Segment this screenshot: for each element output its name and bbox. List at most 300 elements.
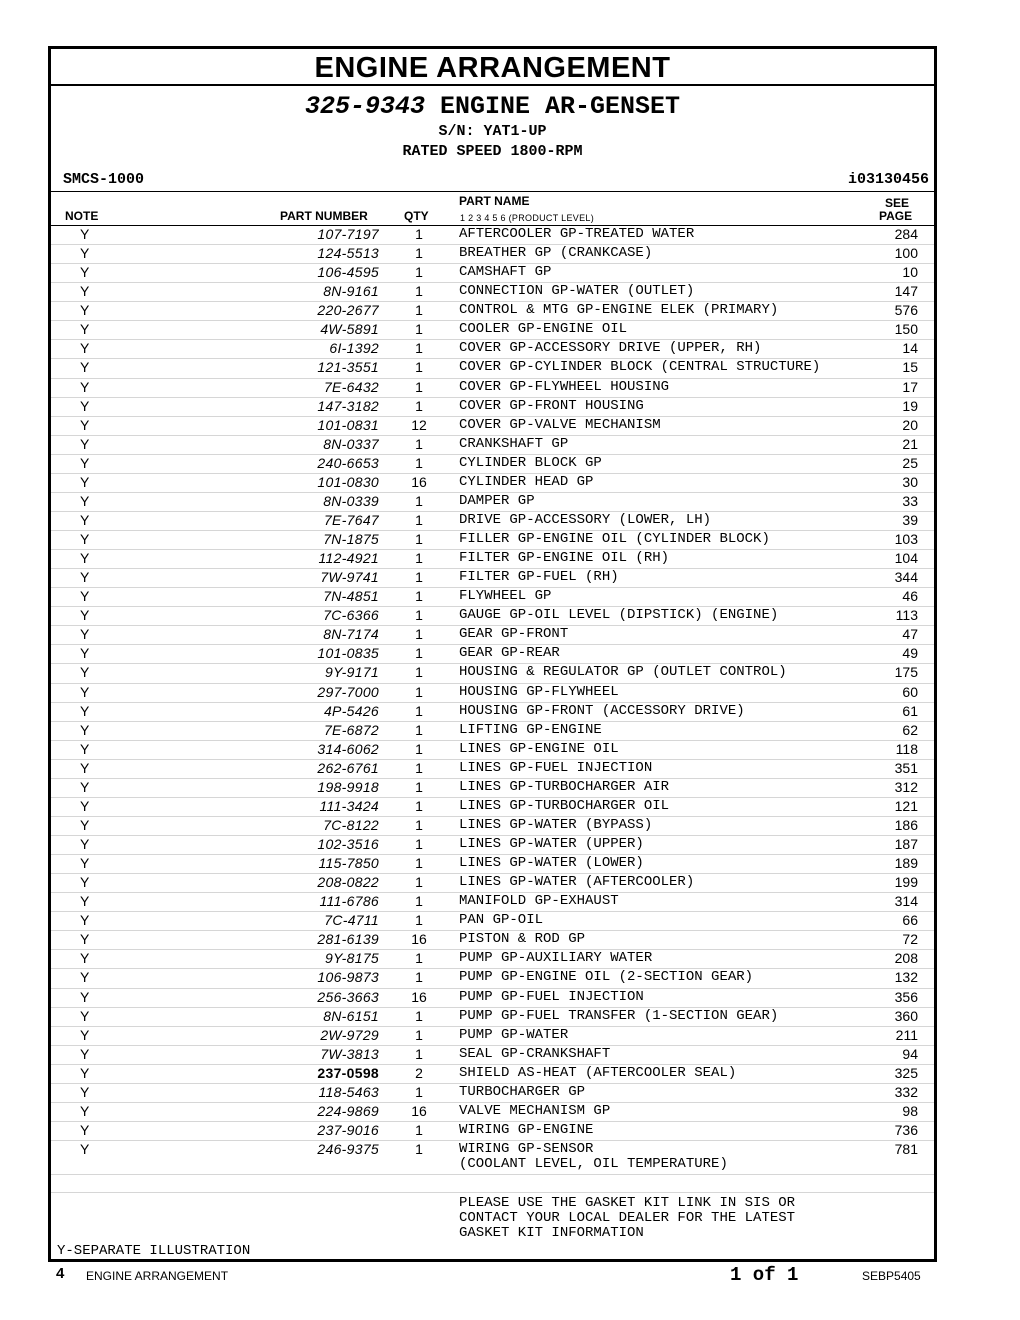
table-row bbox=[51, 893, 934, 912]
table-row bbox=[51, 1103, 934, 1122]
row-see-page: 121 bbox=[894, 797, 918, 814]
row-note: Y bbox=[80, 473, 90, 490]
row-part-name-line: CYLINDER BLOCK GP bbox=[459, 454, 602, 471]
row-qty: 1 bbox=[415, 893, 423, 910]
row-note: Y bbox=[80, 531, 90, 547]
table-row bbox=[51, 550, 934, 569]
row-part-name bbox=[459, 970, 753, 985]
row-part-name-line: LINES GP-WATER (UPPER) bbox=[459, 836, 644, 852]
row-part-number: 101-0830 bbox=[317, 473, 379, 490]
row-part-number: 256-3663 bbox=[317, 988, 379, 1005]
row-note: Y bbox=[80, 702, 90, 719]
row-see-page: 360 bbox=[894, 1007, 918, 1024]
row-qty: 1 bbox=[415, 264, 423, 281]
row-part-name-line: COVER GP-CYLINDER BLOCK (CENTRAL STRUCTURE) bbox=[459, 359, 821, 376]
header-divider bbox=[51, 191, 934, 192]
row-part-name bbox=[459, 723, 602, 738]
row-see-page: 356 bbox=[894, 988, 918, 1005]
row-part-name bbox=[459, 837, 644, 852]
row-part-name bbox=[459, 875, 694, 890]
table-row bbox=[51, 340, 934, 359]
table-row bbox=[51, 493, 934, 512]
parts-list-frame bbox=[48, 46, 937, 1262]
row-part-number: 237-0598 bbox=[317, 1064, 379, 1081]
footer-publication-number: SEBP5405 bbox=[862, 1269, 921, 1283]
row-part-name bbox=[459, 437, 568, 452]
row-see-page: 39 bbox=[902, 511, 918, 528]
row-part-name bbox=[459, 1085, 585, 1100]
page-title: ENGINE ARRANGEMENT bbox=[51, 49, 934, 86]
row-qty: 1 bbox=[415, 550, 423, 567]
row-part-name bbox=[459, 456, 602, 471]
row-part-name bbox=[459, 665, 787, 680]
row-part-number: 262-6761 bbox=[317, 759, 379, 776]
row-see-page: 62 bbox=[902, 721, 918, 738]
table-row bbox=[51, 741, 934, 760]
row-part-name bbox=[459, 627, 568, 642]
column-header-note: NOTE bbox=[65, 209, 99, 223]
row-see-page: 100 bbox=[894, 245, 918, 262]
row-part-name bbox=[459, 894, 619, 909]
row-note: Y bbox=[80, 302, 90, 319]
row-note: Y bbox=[80, 550, 90, 567]
column-header-product-level: 1 2 3 4 5 6 (PRODUCT LEVEL) bbox=[460, 213, 594, 223]
row-see-page: 98 bbox=[902, 1102, 918, 1119]
row-note: Y bbox=[80, 931, 90, 948]
row-part-name bbox=[459, 341, 761, 356]
row-qty: 1 bbox=[415, 340, 423, 357]
row-part-name bbox=[459, 761, 652, 776]
row-part-name bbox=[459, 608, 778, 623]
row-part-name bbox=[459, 818, 652, 833]
row-part-number: 112-4921 bbox=[318, 550, 379, 567]
row-part-number: 111-3424 bbox=[319, 797, 379, 814]
row-qty: 1 bbox=[415, 626, 423, 643]
row-qty: 1 bbox=[415, 664, 423, 681]
row-part-number: 208-0822 bbox=[317, 874, 379, 891]
row-part-name-line: COVER GP-ACCESSORY DRIVE (UPPER, RH) bbox=[459, 340, 762, 357]
row-see-page: 781 bbox=[894, 1141, 918, 1157]
table-row bbox=[51, 817, 934, 836]
row-qty: 1 bbox=[415, 836, 423, 852]
row-part-name-line: PISTON & ROD GP bbox=[459, 931, 586, 948]
row-part-name-line: FILLER GP-ENGINE OIL (CYLINDER BLOCK) bbox=[459, 531, 770, 547]
row-see-page: 150 bbox=[894, 321, 918, 338]
smcs-code: SMCS-1000 bbox=[63, 171, 145, 188]
row-see-page: 72 bbox=[902, 931, 918, 948]
row-part-name-line: VALVE MECHANISM GP bbox=[459, 1102, 611, 1119]
row-part-number: 106-4595 bbox=[317, 264, 379, 281]
rated-speed: RATED SPEED 1800-RPM bbox=[402, 143, 583, 160]
table-row bbox=[51, 855, 934, 874]
row-part-name-line: HOUSING GP-FRONT (ACCESSORY DRIVE) bbox=[459, 702, 745, 719]
row-see-page: 25 bbox=[902, 454, 918, 471]
table-row bbox=[51, 1141, 934, 1175]
row-see-page: 21 bbox=[902, 435, 918, 452]
row-part-number: 7W-3813 bbox=[320, 1045, 379, 1062]
row-part-name-line: WIRING GP-ENGINE bbox=[459, 1121, 594, 1138]
row-qty: 16 bbox=[411, 473, 427, 490]
row-part-name bbox=[459, 322, 627, 337]
row-note: Y bbox=[80, 569, 90, 586]
row-part-number: 7C-6366 bbox=[323, 607, 379, 624]
table-row bbox=[51, 931, 934, 950]
row-qty: 1 bbox=[415, 607, 423, 624]
row-see-page: 14 bbox=[902, 340, 918, 357]
row-part-number: 4W-5891 bbox=[320, 321, 379, 338]
row-qty: 2 bbox=[415, 1064, 423, 1081]
row-part-number: 2W-9729 bbox=[320, 1026, 379, 1043]
row-note: Y bbox=[80, 816, 90, 833]
row-part-name-line: COVER GP-FLYWHEEL HOUSING bbox=[459, 378, 670, 395]
row-see-page: 332 bbox=[894, 1083, 918, 1100]
row-qty: 1 bbox=[415, 321, 423, 338]
row-part-name-line: FILTER GP-FUEL (RH) bbox=[459, 569, 619, 586]
row-qty: 1 bbox=[415, 531, 423, 547]
row-part-name-line: LIFTING GP-ENGINE bbox=[459, 721, 602, 738]
row-qty: 1 bbox=[415, 454, 423, 471]
table-row bbox=[51, 455, 934, 474]
row-qty: 1 bbox=[415, 511, 423, 528]
row-see-page: 118 bbox=[895, 740, 918, 757]
table-row bbox=[51, 417, 934, 436]
row-see-page: 312 bbox=[894, 778, 918, 795]
table-row bbox=[51, 703, 934, 722]
table-row bbox=[51, 836, 934, 855]
row-see-page: 94 bbox=[902, 1045, 918, 1062]
row-part-name-line: MANIFOLD GP-EXHAUST bbox=[459, 893, 619, 910]
row-see-page: 49 bbox=[902, 645, 918, 662]
row-part-number: 7E-6432 bbox=[323, 378, 379, 395]
table-row bbox=[51, 359, 934, 378]
row-part-name bbox=[459, 1123, 593, 1138]
table-row bbox=[51, 1122, 934, 1141]
column-header-part-number: PART NUMBER bbox=[280, 209, 368, 223]
row-part-name bbox=[459, 856, 644, 871]
row-qty: 12 bbox=[411, 416, 427, 433]
row-part-name-line: COOLER GP-ENGINE OIL bbox=[459, 321, 628, 338]
row-part-name-line: LINES GP-WATER (AFTERCOOLER) bbox=[459, 874, 695, 891]
row-part-name bbox=[459, 227, 694, 242]
row-part-name bbox=[459, 532, 770, 547]
row-part-name-line: LINES GP-WATER (LOWER) bbox=[459, 855, 644, 872]
table-row bbox=[51, 1084, 934, 1103]
row-see-page: 314 bbox=[894, 893, 918, 910]
row-part-name-line: CAMSHAFT GP bbox=[459, 264, 552, 281]
row-part-name-line: SEAL GP-CRANKSHAFT bbox=[459, 1045, 611, 1062]
column-header-part-name: PART NAME bbox=[459, 194, 530, 208]
row-part-name-line: GEAR GP-REAR bbox=[459, 645, 560, 662]
row-note: Y bbox=[80, 950, 90, 967]
row-qty: 1 bbox=[415, 855, 423, 872]
row-see-page: 66 bbox=[902, 912, 918, 929]
row-qty: 1 bbox=[415, 302, 423, 319]
column-header-qty: QTY bbox=[404, 209, 429, 223]
row-part-name-line: WIRING GP-SENSOR bbox=[459, 1141, 594, 1157]
row-part-name-line: LINES GP-TURBOCHARGER AIR bbox=[459, 778, 670, 795]
row-qty: 1 bbox=[415, 778, 423, 795]
table-row bbox=[51, 645, 934, 664]
table-row bbox=[51, 722, 934, 741]
row-part-number: 121-3551 bbox=[317, 359, 379, 376]
row-part-number: 9Y-9171 bbox=[325, 664, 379, 681]
parts-table bbox=[51, 226, 934, 1175]
row-note: Y bbox=[80, 340, 90, 357]
row-note: Y bbox=[80, 626, 90, 643]
table-row bbox=[51, 989, 934, 1008]
table-row bbox=[51, 302, 934, 321]
table-row bbox=[51, 226, 934, 245]
row-note: Y bbox=[80, 1064, 90, 1081]
row-part-number: 281-6139 bbox=[317, 931, 379, 948]
row-part-name bbox=[459, 704, 745, 719]
row-part-number: 7C-4711 bbox=[324, 912, 379, 929]
row-part-name-line: COVER GP-VALVE MECHANISM bbox=[459, 416, 661, 433]
row-qty: 1 bbox=[415, 378, 423, 395]
row-part-number: 101-0835 bbox=[317, 645, 379, 662]
row-see-page: 103 bbox=[894, 531, 918, 547]
row-part-name-line: COVER GP-FRONT HOUSING bbox=[459, 397, 644, 414]
row-see-page: 113 bbox=[895, 607, 918, 624]
row-note: Y bbox=[80, 283, 90, 300]
row-see-page: 61 bbox=[902, 702, 918, 719]
row-note: Y bbox=[80, 1141, 90, 1157]
row-note: Y bbox=[80, 797, 90, 814]
row-see-page: 10 bbox=[902, 264, 918, 281]
row-part-name-line: GEAR GP-FRONT bbox=[459, 626, 569, 643]
row-part-name-line: FLYWHEEL GP bbox=[459, 588, 552, 605]
row-part-number: 147-3182 bbox=[317, 397, 379, 414]
table-row bbox=[51, 569, 934, 588]
row-part-name-line: PUMP GP-AUXILIARY WATER bbox=[459, 950, 653, 967]
row-part-name bbox=[459, 589, 551, 604]
row-qty: 1 bbox=[415, 1007, 423, 1024]
row-qty: 1 bbox=[415, 1121, 423, 1138]
row-part-name-line: GAUGE GP-OIL LEVEL (DIPSTICK) (ENGINE) bbox=[459, 607, 779, 624]
row-part-name-line-2: (COOLANT LEVEL, OIL TEMPERATURE) bbox=[459, 1156, 728, 1172]
row-part-name-line: DAMPER GP bbox=[459, 492, 535, 509]
row-part-number: 118-5463 bbox=[318, 1083, 379, 1100]
row-qty: 1 bbox=[415, 702, 423, 719]
table-row bbox=[51, 950, 934, 969]
row-see-page: 47 bbox=[902, 626, 918, 643]
row-note: Y bbox=[80, 397, 90, 414]
table-row bbox=[51, 512, 934, 531]
row-note: Y bbox=[80, 321, 90, 338]
row-see-page: 199 bbox=[894, 874, 918, 891]
table-row bbox=[51, 1008, 934, 1027]
row-part-name-line: CONTROL & MTG GP-ENGINE ELEK (PRIMARY) bbox=[459, 302, 779, 319]
row-part-name bbox=[459, 685, 619, 700]
row-note: Y bbox=[80, 454, 90, 471]
row-part-name-line: PUMP GP-FUEL INJECTION bbox=[459, 988, 644, 1005]
table-row bbox=[51, 379, 934, 398]
gasket-kit-note bbox=[459, 1196, 795, 1241]
table-row bbox=[51, 264, 934, 283]
row-qty: 1 bbox=[415, 645, 423, 662]
row-note: Y bbox=[80, 435, 90, 452]
row-see-page: 17 bbox=[902, 378, 918, 395]
row-qty: 1 bbox=[415, 683, 423, 700]
row-part-name-line: PUMP GP-FUEL TRANSFER (1-SECTION GEAR) bbox=[459, 1007, 779, 1024]
row-qty: 16 bbox=[411, 931, 427, 948]
row-note: Y bbox=[80, 245, 90, 262]
table-row bbox=[51, 321, 934, 340]
row-part-name bbox=[459, 360, 820, 375]
row-part-number: 101-0831 bbox=[317, 416, 379, 433]
row-note: Y bbox=[80, 893, 90, 910]
note-line: GASKET KIT INFORMATION bbox=[459, 1225, 644, 1241]
row-note: Y bbox=[80, 664, 90, 681]
row-part-name bbox=[459, 913, 543, 928]
row-qty: 1 bbox=[415, 912, 423, 929]
row-see-page: 189 bbox=[894, 855, 918, 872]
row-part-number: 102-3516 bbox=[317, 836, 379, 852]
row-part-name-line: CYLINDER HEAD GP bbox=[459, 473, 594, 490]
table-row bbox=[51, 531, 934, 550]
row-part-number: 4P-5426 bbox=[323, 702, 379, 719]
row-note: Y bbox=[80, 836, 90, 852]
row-see-page: 19 bbox=[902, 397, 918, 414]
row-part-name-line: LINES GP-TURBOCHARGER OIL bbox=[459, 797, 670, 814]
row-part-name-line: BREATHER GP (CRANKCASE) bbox=[459, 245, 653, 262]
row-note: Y bbox=[80, 1045, 90, 1062]
row-see-page: 20 bbox=[902, 416, 918, 433]
row-part-name bbox=[459, 551, 669, 566]
row-part-number: 246-9375 bbox=[317, 1141, 379, 1157]
row-note: Y bbox=[80, 1026, 90, 1043]
column-header-see: SEE bbox=[885, 196, 910, 210]
row-qty: 1 bbox=[415, 245, 423, 262]
row-qty: 1 bbox=[415, 397, 423, 414]
row-part-name-line: PUMP GP-ENGINE OIL (2-SECTION GEAR) bbox=[459, 969, 754, 986]
row-note: Y bbox=[80, 1102, 90, 1119]
row-part-name-line: DRIVE GP-ACCESSORY (LOWER, LH) bbox=[459, 511, 712, 528]
row-part-name-line: LINES GP-WATER (BYPASS) bbox=[459, 816, 653, 833]
row-part-name-line: PAN GP-OIL bbox=[459, 912, 544, 929]
row-qty: 1 bbox=[415, 283, 423, 300]
row-note: Y bbox=[80, 645, 90, 662]
table-row bbox=[51, 912, 934, 931]
row-qty: 1 bbox=[415, 797, 423, 814]
row-part-name bbox=[459, 1142, 728, 1172]
row-note: Y bbox=[80, 969, 90, 986]
row-see-page: 132 bbox=[894, 969, 918, 986]
row-qty: 1 bbox=[415, 759, 423, 776]
row-part-number: 111-6786 bbox=[319, 893, 379, 910]
row-part-number: 7E-7647 bbox=[323, 511, 379, 528]
row-part-number: 7C-8122 bbox=[323, 816, 379, 833]
row-qty: 1 bbox=[415, 740, 423, 757]
row-part-number: 220-2677 bbox=[317, 302, 379, 319]
row-note: Y bbox=[80, 264, 90, 281]
row-note: Y bbox=[80, 1083, 90, 1100]
table-row bbox=[51, 684, 934, 703]
footer-section-title: ENGINE ARRANGEMENT bbox=[86, 1269, 229, 1283]
note-line: PLEASE USE THE GASKET KIT LINK IN SIS OR bbox=[459, 1195, 796, 1211]
group-name: ENGINE AR-GENSET bbox=[440, 92, 681, 121]
group-title bbox=[51, 93, 934, 121]
row-qty: 1 bbox=[415, 969, 423, 986]
row-note: Y bbox=[80, 740, 90, 757]
row-see-page: 344 bbox=[894, 569, 918, 586]
row-part-name-line: LINES GP-ENGINE OIL bbox=[459, 740, 619, 757]
row-part-name-line: HOUSING & REGULATOR GP (OUTLET CONTROL) bbox=[459, 664, 787, 681]
row-see-page: 211 bbox=[895, 1026, 918, 1043]
row-see-page: 46 bbox=[902, 588, 918, 605]
row-see-page: 33 bbox=[902, 492, 918, 509]
row-see-page: 351 bbox=[894, 759, 918, 776]
serial-number: S/N: YAT1-UP bbox=[438, 123, 547, 140]
row-part-number: 107-7197 bbox=[317, 226, 379, 242]
row-see-page: 15 bbox=[902, 359, 918, 376]
row-see-page: 60 bbox=[902, 683, 918, 700]
row-part-name-line: LINES GP-FUEL INJECTION bbox=[459, 759, 653, 776]
row-see-page: 208 bbox=[894, 950, 918, 967]
row-note: Y bbox=[80, 912, 90, 929]
row-part-number: 8N-7174 bbox=[323, 626, 379, 643]
row-part-number: 198-9918 bbox=[317, 778, 379, 795]
row-part-name bbox=[459, 303, 778, 318]
table-row bbox=[51, 607, 934, 626]
row-part-name bbox=[459, 570, 619, 585]
group-part-number: 325-9343 bbox=[304, 92, 425, 121]
row-note: Y bbox=[80, 778, 90, 795]
row-part-name bbox=[459, 380, 669, 395]
table-row bbox=[51, 1065, 934, 1084]
row-part-name-line: CONNECTION GP-WATER (OUTLET) bbox=[459, 283, 695, 300]
row-note: Y bbox=[80, 1007, 90, 1024]
row-note: Y bbox=[80, 759, 90, 776]
table-row bbox=[51, 588, 934, 607]
row-part-name bbox=[459, 494, 535, 509]
row-part-name bbox=[459, 646, 560, 661]
row-part-number: 224-9869 bbox=[317, 1102, 379, 1119]
row-part-number: 8N-0339 bbox=[323, 492, 379, 509]
row-part-name bbox=[459, 418, 661, 433]
row-see-page: 186 bbox=[894, 816, 918, 833]
row-part-name bbox=[459, 513, 711, 528]
row-part-number: 9Y-8175 bbox=[325, 950, 379, 967]
row-part-number: 240-6653 bbox=[317, 454, 379, 471]
row-part-name bbox=[459, 1009, 778, 1024]
row-part-number: 7W-9741 bbox=[320, 569, 379, 586]
table-row bbox=[51, 474, 934, 493]
row-qty: 1 bbox=[415, 359, 423, 376]
row-part-number: 237-9016 bbox=[317, 1121, 379, 1138]
row-note: Y bbox=[80, 359, 90, 376]
row-part-name bbox=[459, 475, 593, 490]
row-see-page: 104 bbox=[894, 550, 918, 567]
row-part-name bbox=[459, 1104, 610, 1119]
row-note: Y bbox=[80, 721, 90, 738]
row-qty: 1 bbox=[415, 226, 423, 242]
row-part-number: 7N-4851 bbox=[323, 588, 379, 605]
row-part-number: 7E-6872 bbox=[323, 721, 379, 738]
row-see-page: 147 bbox=[894, 283, 918, 300]
row-part-number: 7N-1875 bbox=[323, 531, 379, 547]
row-qty: 1 bbox=[415, 950, 423, 967]
row-note: Y bbox=[80, 683, 90, 700]
row-qty: 16 bbox=[411, 988, 427, 1005]
row-part-name bbox=[459, 399, 644, 414]
row-qty: 1 bbox=[415, 492, 423, 509]
row-note: Y bbox=[80, 874, 90, 891]
row-part-name-line: TURBOCHARGER GP bbox=[459, 1083, 586, 1100]
table-row bbox=[51, 245, 934, 264]
table-row bbox=[51, 1027, 934, 1046]
row-qty: 1 bbox=[415, 721, 423, 738]
